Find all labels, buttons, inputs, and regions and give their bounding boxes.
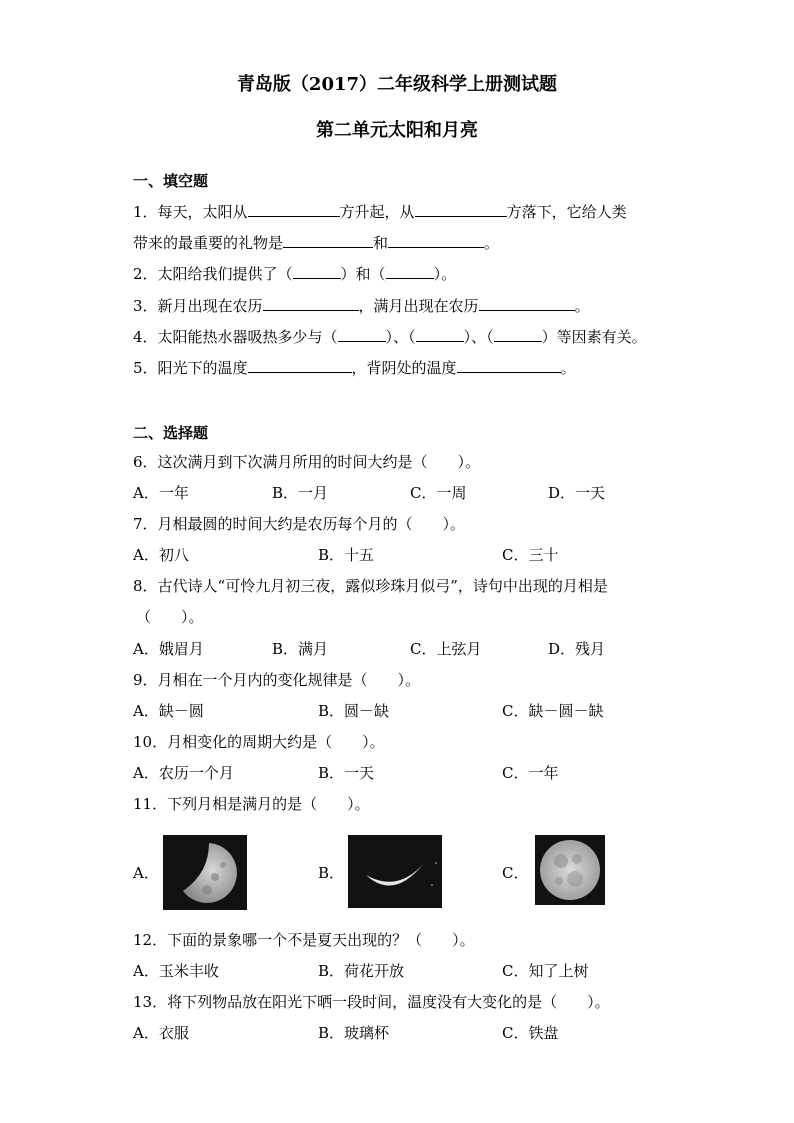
q13-option-c[interactable]: C．铁盘 <box>502 1024 559 1042</box>
answer-blank[interactable] <box>388 233 484 248</box>
q12-option-a[interactable]: A．玉米丰收 <box>133 962 219 980</box>
q8-option-a[interactable]: A．娥眉月 <box>133 640 204 658</box>
question-1-line-2: 带来的最重要的礼物是 和 。 <box>133 234 500 252</box>
full-moon-image[interactable] <box>535 835 605 905</box>
q8-option-d[interactable]: D．残月 <box>548 640 606 658</box>
q9-option-b[interactable]: B．圆－缺 <box>318 702 390 720</box>
q12-option-c[interactable]: C．知了上树 <box>502 962 589 980</box>
question-8-line-1: 8．古代诗人“可怜九月初三夜，露似珍珠月似弓”，诗句中出现的月相是 <box>133 577 608 595</box>
half-moon-image[interactable] <box>163 835 247 910</box>
q8-option-c[interactable]: C．上弦月 <box>410 640 482 658</box>
answer-blank[interactable] <box>248 358 352 373</box>
section-fill-in: 一、填空题 <box>133 172 209 190</box>
question-3: 3．新月出现在农历 ，满月出现在农历 。 <box>133 297 590 315</box>
q7-option-b[interactable]: B．十五 <box>318 546 375 564</box>
question-7: 7．月相最圆的时间大约是农历每个月的（ ）。 <box>133 515 466 533</box>
q13-option-a[interactable]: A．衣服 <box>133 1024 189 1042</box>
q7-option-a[interactable]: A．初八 <box>133 546 189 564</box>
answer-blank[interactable] <box>494 327 542 342</box>
q10-option-c[interactable]: C．一年 <box>502 764 559 782</box>
q8-option-b[interactable]: B．满月 <box>272 640 329 658</box>
answer-blank[interactable] <box>248 202 340 217</box>
crescent-moon-icon <box>348 835 442 908</box>
page-subtitle: 第二单元太阳和月亮 <box>316 120 478 141</box>
q6-option-a[interactable]: A．一年 <box>133 484 189 502</box>
section-multiple-choice: 二、选择题 <box>133 424 209 442</box>
q10-option-b[interactable]: B．一天 <box>318 764 375 782</box>
question-8-line-2: （ ）。 <box>136 608 204 626</box>
q7-option-c[interactable]: C．三十 <box>502 546 559 564</box>
question-5: 5．阳光下的温度 ，背阴处的温度 。 <box>133 359 576 377</box>
answer-blank[interactable] <box>479 296 575 311</box>
page-title: 青岛版（2017）二年级科学上册测试题 <box>236 74 558 95</box>
q9-option-a[interactable]: A．缺－圆 <box>133 702 204 720</box>
q6-option-c[interactable]: C．一周 <box>410 484 467 502</box>
q12-option-b[interactable]: B．荷花开放 <box>318 962 405 980</box>
question-10: 10．月相变化的周期大约是（ ）。 <box>133 733 385 751</box>
question-1-line-1: 1．每天，太阳从 方升起，从 方落下，它给人类 <box>133 203 627 221</box>
crescent-moon-image[interactable] <box>348 835 442 908</box>
answer-blank[interactable] <box>416 327 464 342</box>
question-12: 12．下面的景象哪一个不是夏天出现的？（ ）。 <box>133 931 475 949</box>
question-11: 11．下列月相是满月的是（ ）。 <box>133 795 370 813</box>
q10-option-a[interactable]: A．农历一个月 <box>133 764 234 782</box>
question-6: 6．这次满月到下次满月所用的时间大约是（ ）。 <box>133 453 481 471</box>
q11-option-a-label[interactable]: A． <box>133 864 159 882</box>
answer-blank[interactable] <box>263 296 359 311</box>
question-4: 4．太阳能热水器吸热多少与（ ）、（ ）、（ ）等因素有关。 <box>133 328 647 346</box>
q11-option-c-label[interactable]: C． <box>502 864 529 882</box>
answer-blank[interactable] <box>293 264 341 279</box>
answer-blank[interactable] <box>283 233 373 248</box>
question-2: 2．太阳给我们提供了（ ）和（ ）。 <box>133 265 457 283</box>
q11-option-b-label[interactable]: B． <box>318 864 345 882</box>
q13-option-b[interactable]: B．玻璃杯 <box>318 1024 390 1042</box>
answer-blank[interactable] <box>386 264 434 279</box>
q6-option-b[interactable]: B．一月 <box>272 484 329 502</box>
answer-blank[interactable] <box>338 327 386 342</box>
full-moon-icon <box>535 835 605 905</box>
q9-option-c[interactable]: C．缺－圆－缺 <box>502 702 604 720</box>
answer-blank[interactable] <box>415 202 507 217</box>
question-9: 9．月相在一个月内的变化规律是（ ）。 <box>133 671 421 689</box>
question-13: 13．将下列物品放在阳光下晒一段时间，温度没有大变化的是（ ）。 <box>133 993 610 1011</box>
answer-blank[interactable] <box>457 358 561 373</box>
q6-option-d[interactable]: D．一天 <box>548 484 606 502</box>
half-moon-icon <box>163 835 247 910</box>
